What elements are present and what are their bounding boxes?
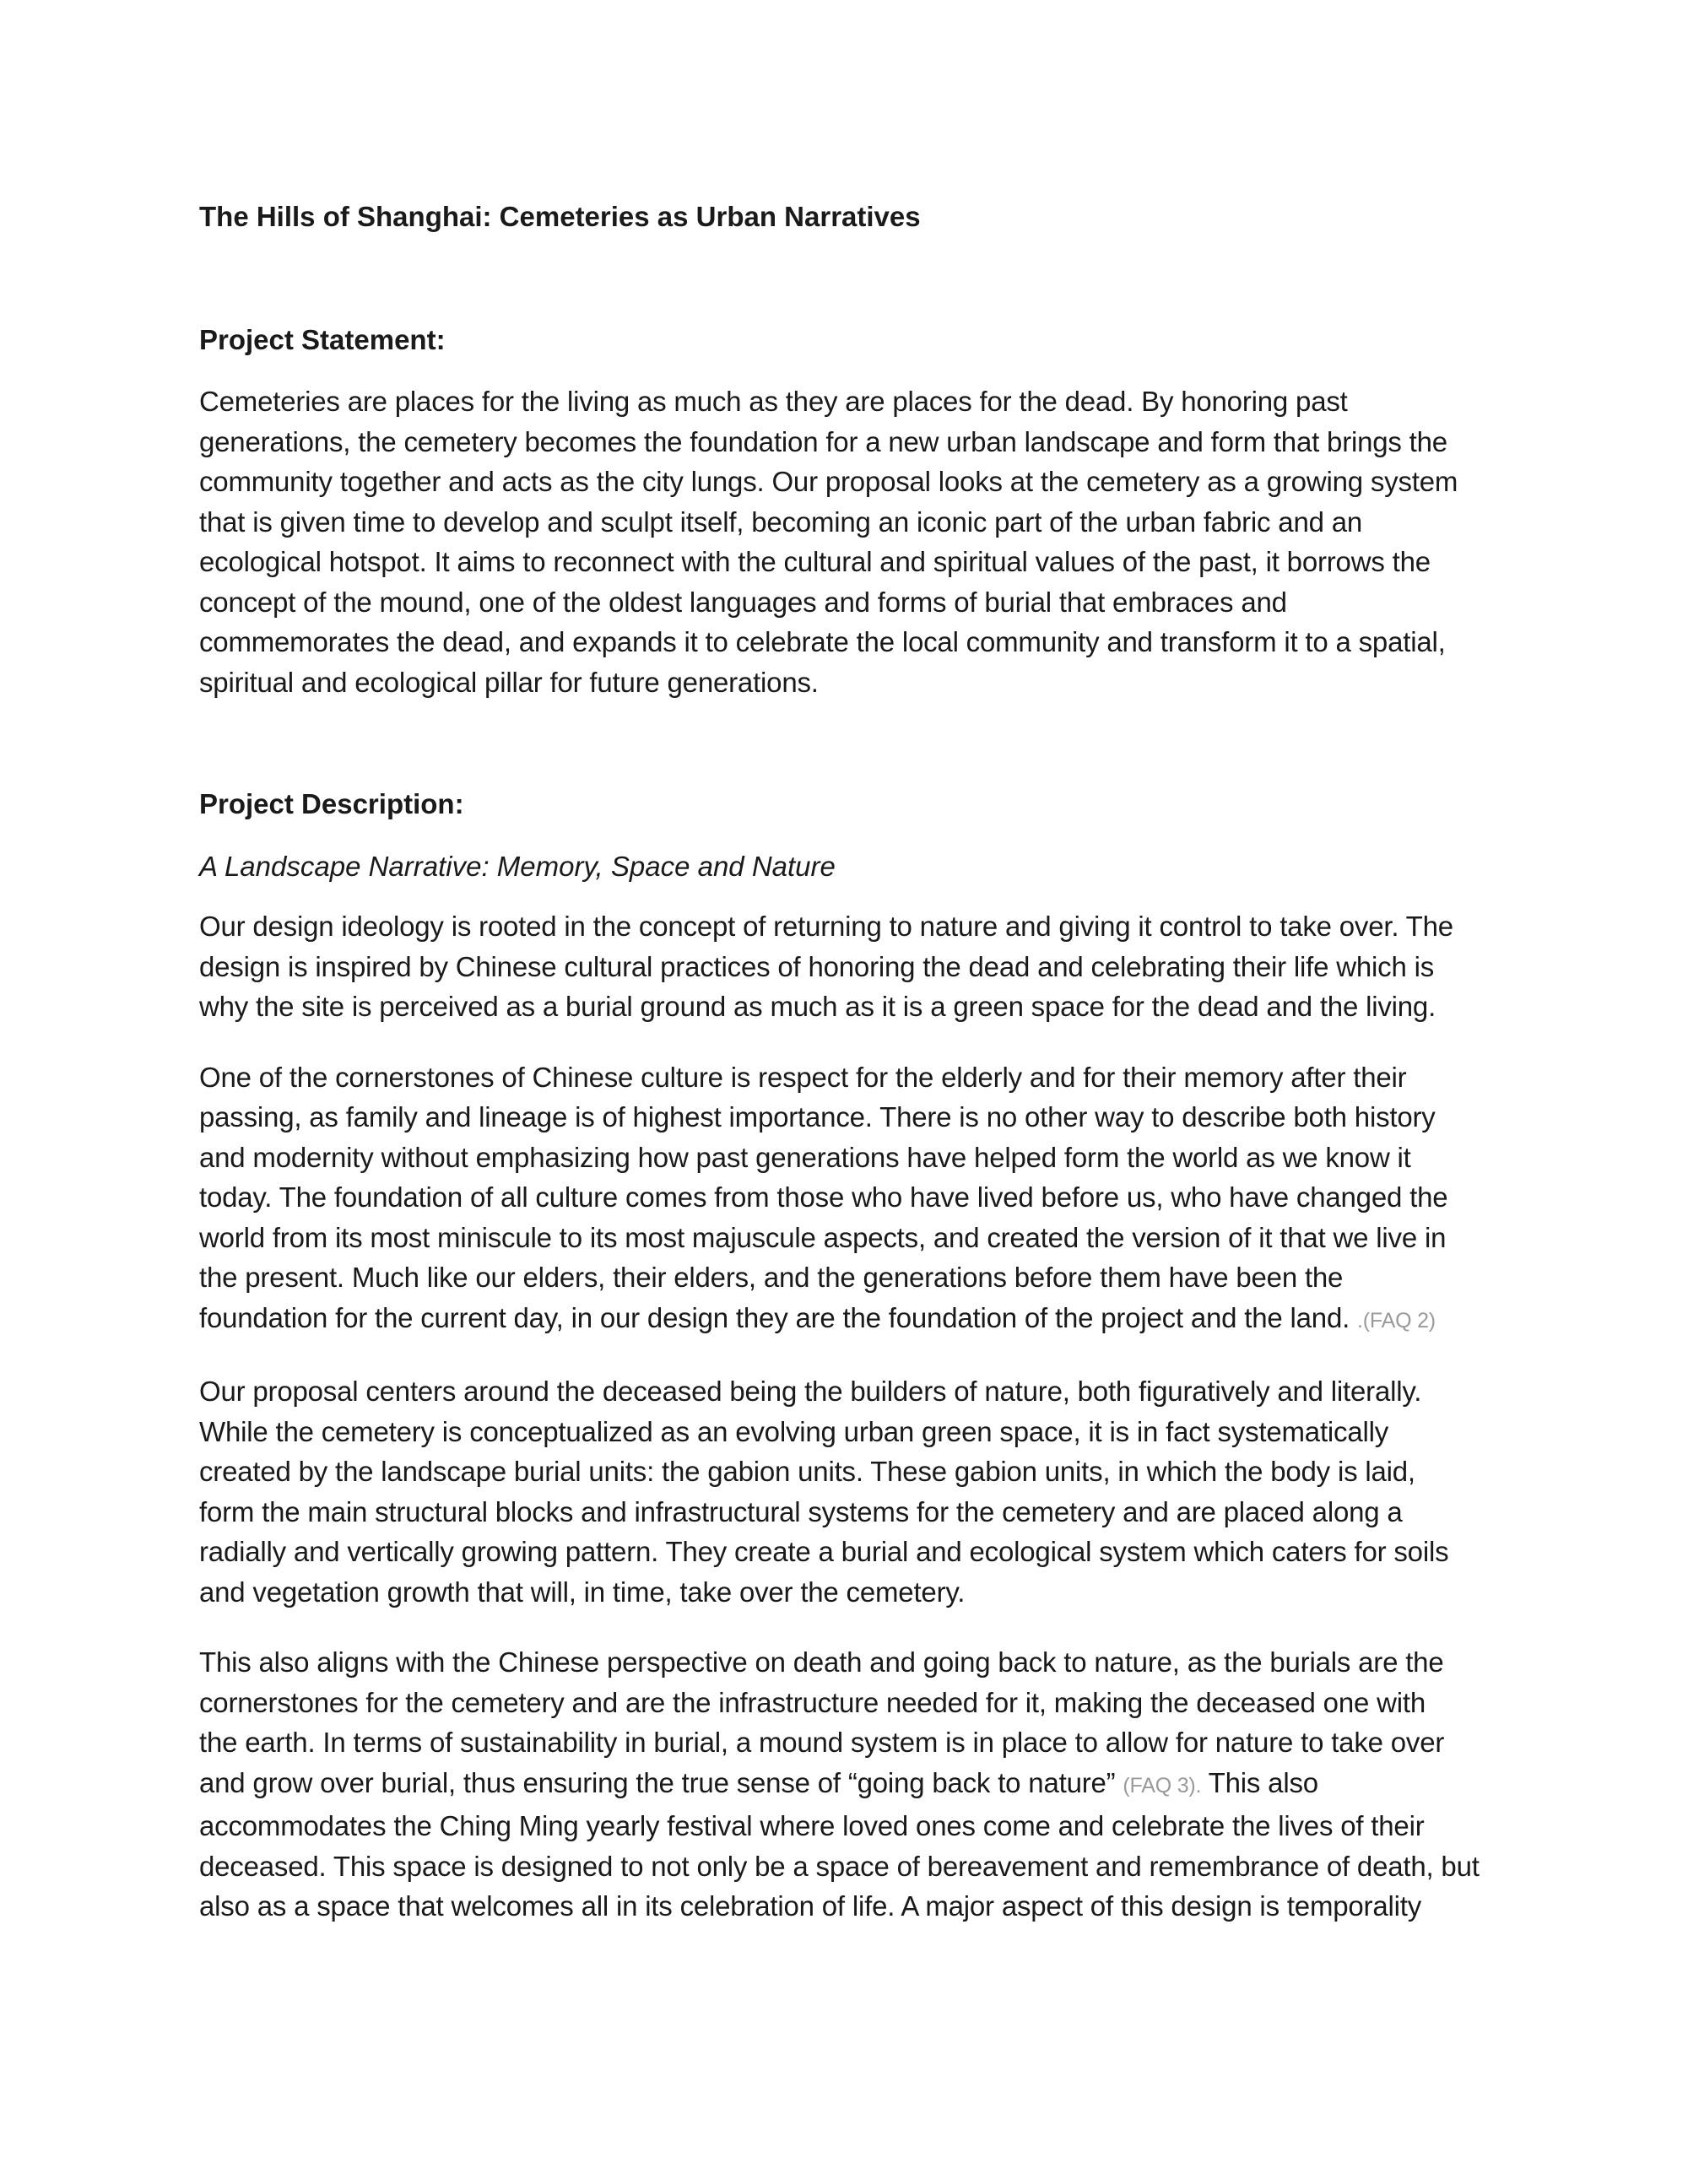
paragraph-line: the earth. In terms of sustainability in burial, a mound system is in place to allow for nature to take over bbox=[199, 1727, 1445, 1758]
paragraph-line bbox=[199, 1298, 1516, 1342]
paragraph-line: Our design ideology is rooted in the concept of returning to nature and giving it control to take over. The bbox=[199, 911, 1453, 942]
paragraph-line: deceased. This space is designed to not only be a space of bereavement and remembrance of death, but bbox=[199, 1850, 1480, 1882]
paragraph-line: today. The foundation of all culture comes from those who have lived before us, who have changed the bbox=[199, 1181, 1448, 1213]
paragraph-line: Cemeteries are places for the living as much as they are places for the dead. By honoring past bbox=[199, 386, 1348, 417]
paragraph-line: While the cemetery is conceptualized as an evolving urban green space, it is in fact systematically bbox=[199, 1415, 1389, 1447]
paragraph-line: concept of the mound, one of the oldest languages and forms of burial that embraces and bbox=[199, 586, 1287, 618]
paragraph-line: created by the landscape burial units: the gabion units. These gabion units, in which the body is laid, bbox=[199, 1456, 1415, 1487]
paragraph-line: that is given time to develop and sculpt itself, becoming an iconic part of the urban fabric and an bbox=[199, 505, 1363, 538]
description-paragraph-2 bbox=[199, 1057, 1516, 1342]
paragraph-line: One of the cornerstones of Chinese culture is respect for the elderly and for their memory after their bbox=[199, 1061, 1407, 1093]
paragraph-line: and vegetation growth that will, in time, take over the cemetery. bbox=[199, 1576, 966, 1608]
paragraph-line: the present. Much like our elders, their elders, and the generations before them have been the bbox=[199, 1262, 1344, 1293]
description-paragraph-4 bbox=[199, 1642, 1516, 1927]
paragraph-line: accommodates the Ching Ming yearly festival where loved ones come and celebrate the lives of their bbox=[199, 1810, 1425, 1841]
paragraph-line: design is inspired by Chinese cultural practices of honoring the dead and celebrating their life which is bbox=[199, 950, 1435, 982]
paragraph-text: and grow over burial, thus ensuring the true sense of “going back to nature” bbox=[199, 1766, 1123, 1798]
paragraph-line: This also aligns with the Chinese perspective on death and going back to nature, as the burials are the bbox=[199, 1646, 1444, 1678]
paragraph-line: form the main structural blocks and infrastructural systems for the cemetery and are placed along a bbox=[199, 1495, 1403, 1527]
paragraph-line: cornerstones for the cemetery and are the infrastructure needed for it, making the deceased one with bbox=[199, 1686, 1426, 1718]
project-statement-heading: Project Statement: bbox=[199, 324, 446, 355]
project-description-subheading: A Landscape Narrative: Memory, Space and Nature bbox=[199, 851, 836, 882]
faq-reference: .(FAQ 2) bbox=[1357, 1308, 1436, 1333]
paragraph-text: foundation for the current day, in our design they are the foundation of the project and the land. bbox=[199, 1301, 1358, 1333]
paragraph-line: Our proposal centers around the deceased being the builders of nature, both figuratively and literally. bbox=[199, 1376, 1422, 1407]
paragraph-line bbox=[199, 1763, 1516, 1807]
paragraph-line: radially and vertically growing pattern. They create a burial and ecological system which caters for soils bbox=[199, 1536, 1449, 1567]
paragraph-line: passing, as family and lineage is of highest importance. There is no other way to describe both history bbox=[199, 1101, 1436, 1133]
paragraph-line: and modernity without emphasizing how past generations have helped form the world as we know it bbox=[199, 1141, 1411, 1173]
paragraph-line: ecological hotspot. It aims to reconnect with the cultural and spiritual values of the past, it borrows the bbox=[199, 546, 1431, 577]
faq-reference: (FAQ 3). bbox=[1123, 1773, 1202, 1797]
document-title: The Hills of Shanghai: Cemeteries as Urban Narratives bbox=[199, 201, 921, 232]
paragraph-line: spiritual and ecological pillar for future generations. bbox=[199, 666, 819, 698]
paragraph-line: community together and acts as the city lungs. Our proposal looks at the cemetery as a growing system bbox=[199, 466, 1458, 497]
paragraph-line: commemorates the dead, and expands it to celebrate the local community and transform it to a spatial, bbox=[199, 626, 1446, 657]
document-page bbox=[199, 196, 1516, 1927]
paragraph-line: also as a space that welcomes all in its celebration of life. A major aspect of this design is temporality bbox=[199, 1890, 1422, 1922]
description-paragraph-1 bbox=[199, 906, 1516, 1027]
paragraph-line: why the site is perceived as a burial ground as much as it is a green space for the dead and the living. bbox=[199, 991, 1436, 1022]
paragraph-text: This also bbox=[1201, 1766, 1318, 1798]
project-description-heading: Project Description: bbox=[199, 788, 464, 819]
description-paragraph-3 bbox=[199, 1371, 1516, 1612]
paragraph-line: world from its most miniscule to its most majuscule aspects, and created the version of it that we live in bbox=[199, 1221, 1447, 1253]
project-statement-paragraph bbox=[199, 381, 1516, 702]
paragraph-line: generations, the cemetery becomes the foundation for a new urban landscape and form that brings the bbox=[199, 425, 1447, 457]
